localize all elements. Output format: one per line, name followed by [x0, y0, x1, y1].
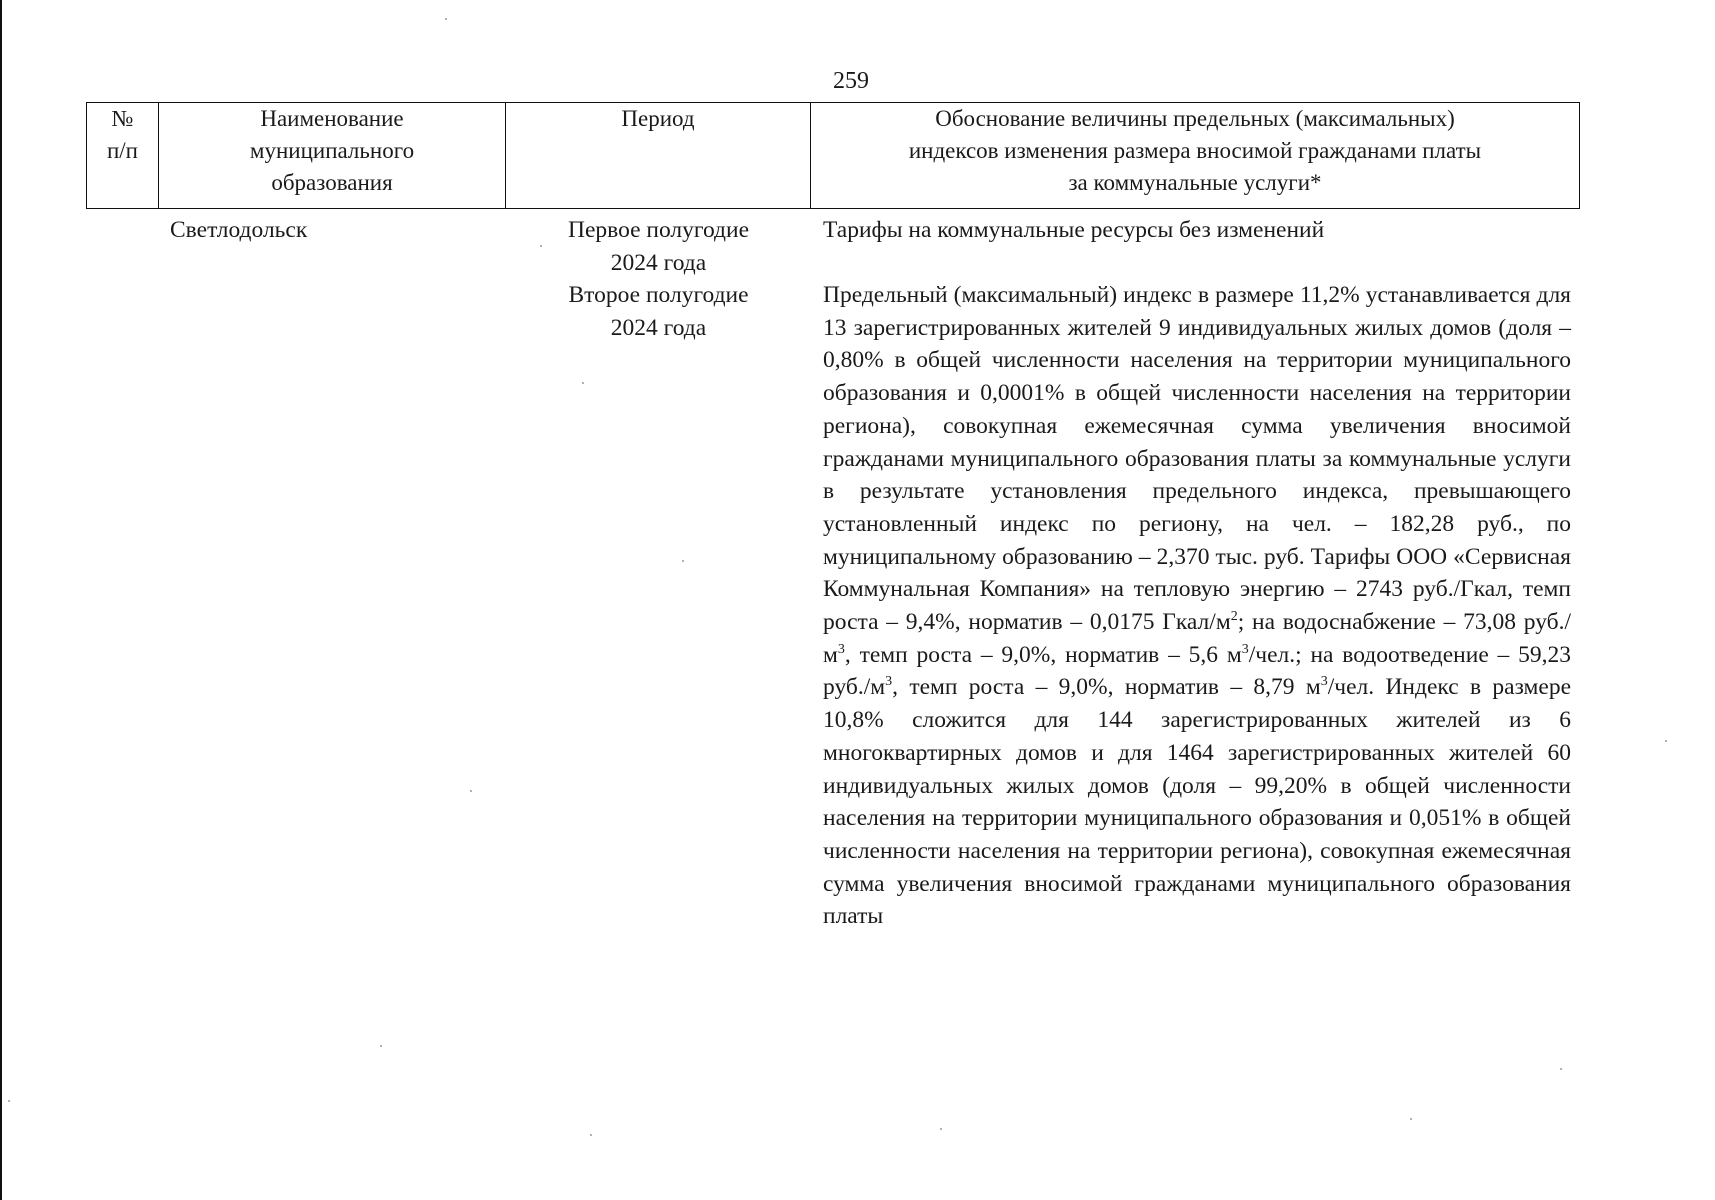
- scan-speck: [1410, 1118, 1412, 1120]
- superscript: 3: [1320, 674, 1328, 690]
- header-period: Период: [506, 103, 811, 208]
- justification-part: /чел.; на водоотведение – 59,23 руб./м: [823, 641, 1572, 701]
- scan-speck: [445, 18, 447, 20]
- scan-speck: [940, 1128, 942, 1130]
- period-first-half: Первое полугодие 2024 года: [567, 217, 749, 276]
- justification-part: , темп роста – 9,0%, норматив – 5,6 м: [844, 641, 1242, 668]
- superscript: 2: [1230, 609, 1238, 625]
- scan-speck: [682, 560, 684, 562]
- superscript: 3: [1241, 641, 1249, 657]
- scan-speck: [380, 1045, 382, 1047]
- justification-part: ; на водоснабжение – 73,08 руб./м: [823, 609, 1572, 668]
- scan-speck: [8, 1100, 10, 1102]
- justification-part: , темп роста – 9,0%, норматив – 8,79 м: [892, 674, 1321, 701]
- period-second-half: Второе полугодие 2024 года: [568, 282, 749, 341]
- superscript: 3: [837, 641, 845, 657]
- municipality-name: Светлодольск: [170, 217, 308, 243]
- page-number: 259: [833, 68, 869, 94]
- header-municipality: Наименование муниципального образования: [159, 103, 506, 208]
- scan-speck: [590, 1134, 592, 1136]
- superscript: 3: [885, 674, 893, 690]
- scan-speck: [1665, 740, 1667, 742]
- header-number: № п/п: [87, 103, 159, 208]
- justification-first-half: Тарифы на коммунальные ресурсы без изменений: [823, 217, 1325, 243]
- justification-part: Предельный (максимальный) индекс в размере 11,2% устанавливается для 13 зарегистрированных жителей 9 индивидуальных жилых домов (доля – 0,80% в общей численности населения на территории муниципального образования и 0,0001% в общей численности населения на территории региона), совокупная ежемесячная сумма увеличения вносимой гражданами муниципального образования платы за коммунальные услуги в результате установления предельного индекса, превышающего установленный индекс по региону, на чел. – 182,28 руб., по муниципальному образованию – 2,370 тыс. руб. Тарифы ООО «Сервисная Коммунальная Компания» на тепловую энергию – 2743 руб./Гкал, темп роста – 9,4%, норматив – 0,0175 Гкал/м: [823, 282, 1571, 636]
- page-edge-rule: [0, 0, 2, 1200]
- justification-part: /чел. Индекс в размере 10,8% сложится для 144 зарегистрированных жителей из 6 многоквартирных домов и для 1464 зарегистрированных жителей 60 индивидуальных жилых домов (доля – 99,20% в общей численности населения на территории муниципального образования и 0,051% в общей численности населения на территории региона), совокупная ежемесячная сумма увеличения вносимой гражданами муниципального образования платы: [823, 674, 1571, 930]
- scan-speck: [540, 245, 542, 247]
- scan-speck: [1560, 1068, 1562, 1070]
- justification-second-half: [823, 279, 1571, 933]
- scan-speck: [470, 790, 472, 792]
- table-header-row: [86, 102, 1580, 209]
- header-justification: Обоснование величины предельных (максимальных) индексов изменения размера вносимой гражданами платы за коммунальные услуги*: [908, 106, 1482, 195]
- scan-speck: [582, 382, 584, 384]
